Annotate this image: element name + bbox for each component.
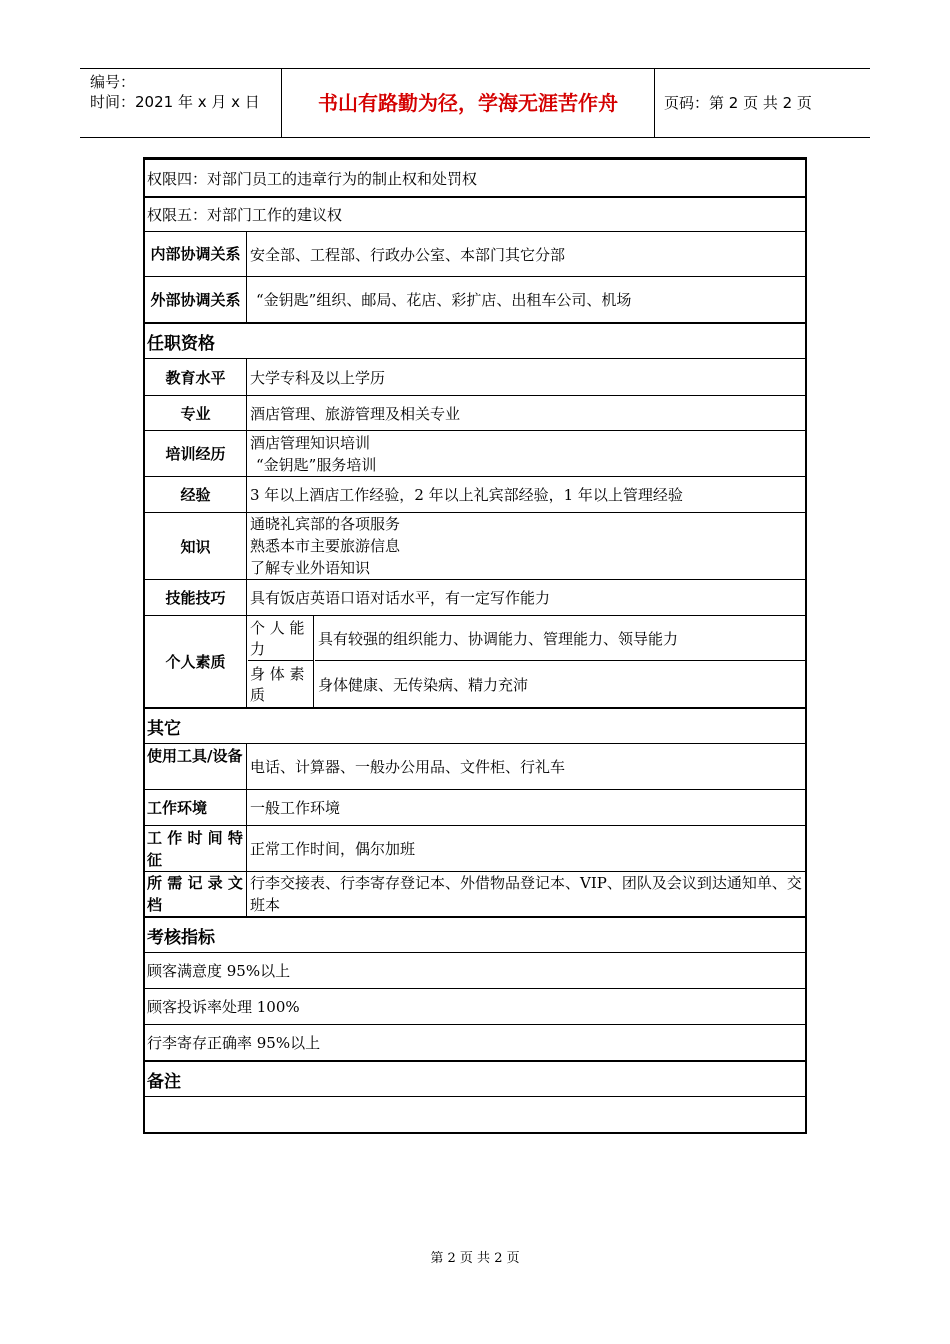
assessment-item: 顾客投诉率处理 100% bbox=[147, 998, 300, 1016]
skill-value: 具有饭店英语口语对话水平，有一定写作能力 bbox=[250, 589, 551, 607]
knowledge-value bbox=[248, 513, 805, 579]
experience-label: 经验 bbox=[145, 477, 247, 512]
education-label: 教育水平 bbox=[145, 359, 247, 395]
physical-value: 身体健康、无传染病、精力充沛 bbox=[318, 675, 529, 694]
remarks-section-row bbox=[145, 1060, 805, 1096]
assessment-title: 考核指标 bbox=[147, 927, 215, 948]
ability-label: 个 人 能 力 bbox=[248, 616, 314, 661]
authority-four: 权限四：对部门员工的违章行为的制止权和处罚权 bbox=[147, 169, 478, 188]
major-label: 专业 bbox=[145, 396, 247, 430]
documents-row bbox=[145, 871, 805, 916]
personal-quality-row bbox=[145, 615, 805, 707]
training-line: 酒店管理知识培训 bbox=[250, 433, 371, 452]
header-motto: 书山有路勤为径，学海无涯苦作舟 bbox=[282, 69, 655, 137]
personal-quality-label: 个人素质 bbox=[145, 616, 247, 707]
tools-value: 电话、计算器、一般办公用品、文件柜、行礼车 bbox=[250, 758, 566, 776]
knowledge-line: 了解专业外语知识 bbox=[250, 559, 371, 577]
documents-label: 所 需 记 录 文 档 bbox=[145, 872, 247, 916]
internal-coordination-label: 内部协调关系 bbox=[145, 232, 247, 276]
physical-label: 身 体 素 质 bbox=[248, 661, 314, 707]
assessment-row bbox=[145, 952, 805, 988]
other-title: 其它 bbox=[147, 718, 181, 739]
education-value: 大学专科及以上学历 bbox=[250, 368, 386, 387]
authority-five: 权限五：对部门工作的建议权 bbox=[147, 206, 343, 224]
assessment-item: 行李寄存正确率 95%以上 bbox=[147, 1034, 321, 1052]
skill-row bbox=[145, 579, 805, 615]
remarks-content bbox=[145, 1097, 805, 1132]
knowledge-row bbox=[145, 512, 805, 579]
environment-value: 一般工作环境 bbox=[250, 799, 341, 817]
internal-coordination-value: 安全部、工程部、行政办公室、本部门其它分部 bbox=[250, 245, 566, 264]
assessment-row bbox=[145, 988, 805, 1024]
external-coordination-value: “金钥匙”组织、邮局、花店、彩扩店、出租车公司、机场 bbox=[256, 291, 632, 309]
knowledge-label: 知识 bbox=[145, 513, 247, 579]
documents-value: 行李交接表、行李寄存登记本、外借物品登记本、VIP、团队及会议到达通知单、交班本 bbox=[250, 874, 802, 914]
major-row bbox=[145, 395, 805, 430]
tools-label: 使用工具/设备 bbox=[145, 744, 247, 789]
training-row bbox=[145, 430, 805, 476]
training-label: 培训经历 bbox=[145, 431, 247, 476]
training-value bbox=[248, 431, 805, 476]
authority-row-five bbox=[145, 196, 805, 231]
experience-value: 3 年以上酒店工作经验，2 年以上礼宾部经验，1 年以上管理经验 bbox=[250, 486, 683, 504]
ability-value: 具有较强的组织能力、协调能力、管理能力、领导能力 bbox=[315, 616, 805, 661]
environment-row bbox=[145, 789, 805, 825]
page-footer: 第 2 页 共 2 页 bbox=[430, 1251, 520, 1266]
header-number: 编号： bbox=[90, 73, 136, 91]
experience-row bbox=[145, 476, 805, 512]
assessment-item: 顾客满意度 95%以上 bbox=[147, 962, 291, 980]
qualification-section-row bbox=[145, 322, 805, 358]
header-date: 时间：2021 年 x 月 x 日 bbox=[90, 93, 260, 111]
authority-row-four bbox=[145, 159, 805, 196]
major-value: 酒店管理、旅游管理及相关专业 bbox=[250, 404, 461, 423]
environment-label: 工作环境 bbox=[145, 790, 247, 825]
qualification-title: 任职资格 bbox=[147, 333, 215, 354]
work-time-row bbox=[145, 825, 805, 871]
other-section-row bbox=[145, 707, 805, 743]
document-header bbox=[80, 68, 870, 138]
training-line: “金钥匙”服务培训 bbox=[256, 455, 377, 474]
external-coordination-row bbox=[145, 276, 805, 322]
remarks-title: 备注 bbox=[147, 1071, 181, 1092]
skill-label: 技能技巧 bbox=[145, 580, 247, 615]
remarks-content-row bbox=[145, 1096, 805, 1132]
internal-coordination-row bbox=[145, 231, 805, 276]
assessment-section-row bbox=[145, 916, 805, 952]
tools-row bbox=[145, 743, 805, 789]
external-coordination-label: 外部协调关系 bbox=[145, 277, 247, 322]
header-meta bbox=[80, 69, 282, 137]
assessment-row bbox=[145, 1024, 805, 1060]
work-time-value: 正常工作时间，偶尔加班 bbox=[250, 840, 416, 858]
knowledge-line: 熟悉本市主要旅游信息 bbox=[250, 537, 401, 555]
work-time-label: 工 作 时 间 特 征 bbox=[145, 826, 247, 871]
header-page-info: 页码：第 2 页 共 2 页 bbox=[664, 94, 812, 112]
education-row bbox=[145, 358, 805, 395]
knowledge-line: 通晓礼宾部的各项服务 bbox=[250, 515, 401, 533]
